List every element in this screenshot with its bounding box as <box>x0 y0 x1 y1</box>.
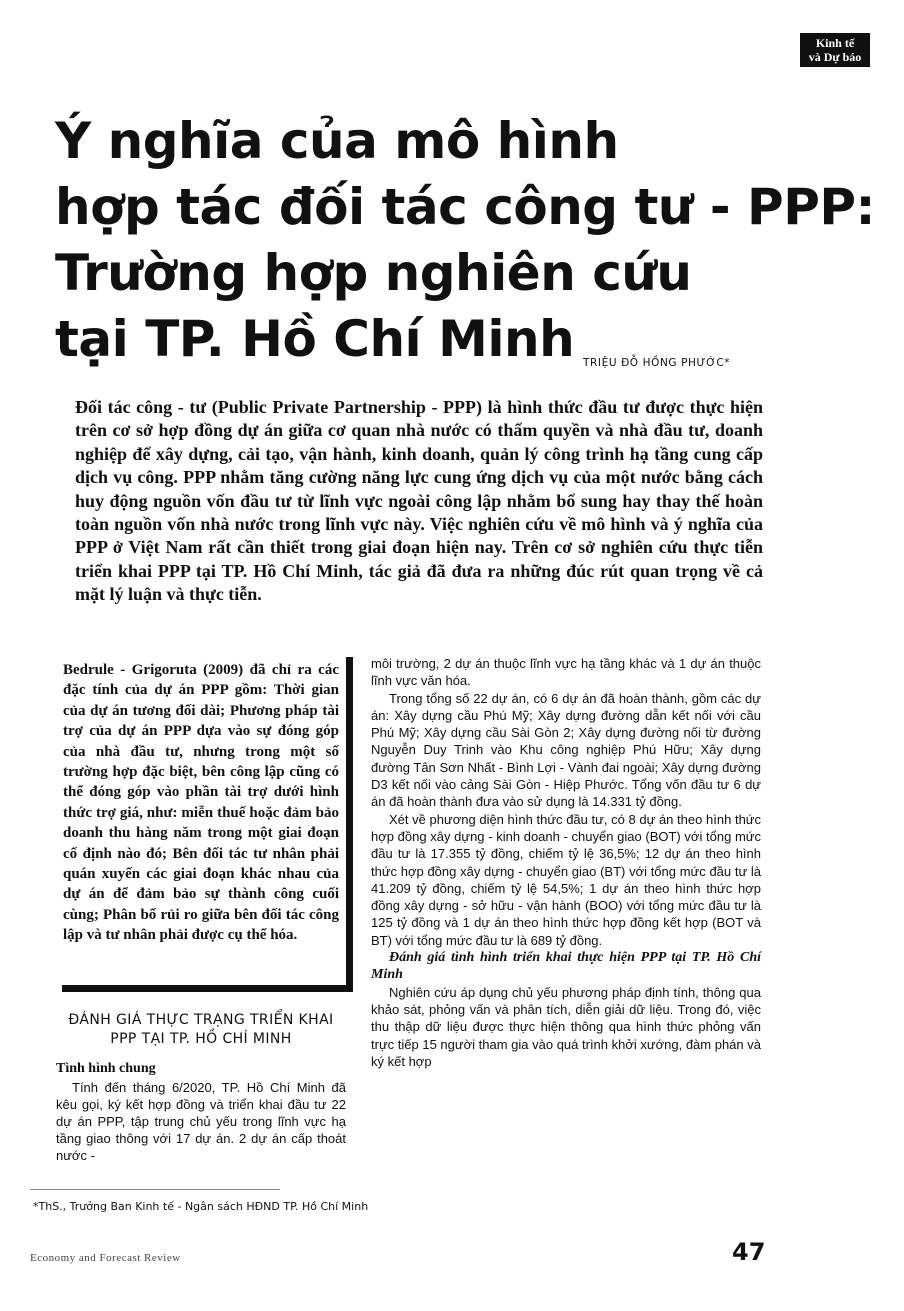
journal-name: Economy and Forecast Review <box>30 1252 181 1264</box>
author-name: TRIỆU ĐỖ HỒNG PHƯỚC* <box>583 357 731 369</box>
right-subheading: Đánh giá tình hình triển khai thực hiện PPP tại TP. Hồ Chí Minh <box>371 950 761 983</box>
title-line: Trường hợp nghiên cứu <box>55 244 692 302</box>
body-paragraph: Nghiên cứu áp dụng chủ yếu phương pháp định tính, thông qua khảo sát, phỏng vấn và phân tích, diễn giải dữ liệu. Trong đó, việc thu thập dữ liệu được thực hiện thông qua hình thức phỏng vấn trực tiếp 15 người tham gia vào quá trình khởi xướng, đàm phán và ký kết hợp <box>371 984 761 1069</box>
page-number: 47 <box>732 1238 766 1266</box>
journal-logo-line1: Kinh tế <box>815 36 855 50</box>
section-heading: ĐÁNH GIÁ THỰC TRẠNG TRIỂN KHAI PPP TẠI TP. HỒ CHÍ MINH <box>68 1012 334 1047</box>
callout-box-text: Bedrule - Grigoruta (2009) đã chỉ ra các đặc tính của dự án PPP gồm: Thời gian của dự án tương đối dài; Phương pháp tài trợ của dự án PPP dựa vào sự đóng góp của nhà đầu tư, nhưng trong một số trường hợp đặc biệt, bên công lập cũng có thể đóng góp vào phần tài trợ dưới hình thức trợ giá, như: miễn thuế hoặc đảm bảo doanh thu hàng năm trong một giai đoạn cố định nào đó; Bên đối tác tư nhân phải quán xuyến các giai đoạn khác nhau của dự án để đảm bảo sự thành công cuối cùng; Phân bổ rủi ro giữa bên đối tác công lập và tư nhân phải được cụ thể hóa. <box>63 662 339 944</box>
body-paragraph: môi trường, 2 dự án thuộc lĩnh vực hạ tầng khác và 1 dự án thuộc lĩnh vực văn hóa. <box>371 656 761 689</box>
title-line: Ý nghĩa của mô hình <box>55 112 619 170</box>
title-line: tại TP. Hồ Chí Minh <box>55 310 575 368</box>
subheading-general: Tình hình chung <box>56 1061 156 1076</box>
abstract: Đối tác công - tư (Public Private Partnership - PPP) là hình thức đầu tư được thực hiện trên cơ sở hợp đồng dự án giữa cơ quan nhà nước có thẩm quyền và nhà đầu tư, doanh nghiệp để xây dựng, cải tạo, vận hành, kinh doanh, quản lý công trình hạ tầng cung cấp dịch vụ công. PPP nhằm tăng cường năng lực cung ứng dịch vụ của một nước bằng cách huy động nguồn vốn đầu tư từ lĩnh vực ngoài công lập nhằm bổ sung hay thay thế hoàn toàn nguồn vốn nhà nước trong lĩnh vực này. Việc nghiên cứu về mô hình và ý nghĩa của PPP ở Việt Nam rất cần thiết trong giai đoạn hiện nay. Trên cơ sở nghiên cứu thực tiễn triển khai PPP tại TP. Hồ Chí Minh, tác giả đã đưa ra những đúc rút quan trọng về cả mặt lý luận và thực tiễn. <box>75 397 763 605</box>
title-line: hợp tác đối tác công tư - PPP: <box>55 178 875 236</box>
article-title <box>55 108 875 372</box>
body-paragraph: Xét về phương diện hình thức đầu tư, có 8 dự án theo hình thức hợp đồng xây dựng - kinh doanh - chuyển giao (BOT) với tổng mức đầu tư là 17.355 tỷ đồng, chiếm tỷ lệ 36,5%; 12 dự án theo hình thức hợp đồng xây dựng - chuyển giao (BT) với tổng mức đầu tư là 41.209 tỷ đồng, chiếm tỷ lệ 54,5%; 1 dự án theo hình thức hợp đồng xây dựng - sở hữu - vận hành (BOO) với tổng mức đầu tư là 125 tỷ đồng và 1 dự án theo hình thức hợp đồng kết hợp (BOT và BT) với tổng mức đầu tư là 689 tỷ đồng. <box>371 811 761 948</box>
journal-logo-line2: và Dự báo <box>808 50 862 64</box>
body-paragraph: Trong tổng số 22 dự án, có 6 dự án đã hoàn thành, gồm các dự án: Xây dựng cầu Phú Mỹ; Xây dựng đường dẫn kết nối với cầu Phú Mỹ; Xây dựng cầu Sài Gòn 2; Xây dựng đường nối từ đường Nguyễn Duy Trinh vào Khu công nghiệp Phú Hữu; Xây dựng đường Tân Sơn Nhất - Bình Lợi - Vành đai ngoài; Xây dựng đường D3 kết nối vào cảng Sài Gòn - Hiệp Phước. Tổng vốn đầu tư 6 dự án đã hoàn thành đưa vào sử dụng là 14.331 tỷ đồng. <box>371 690 761 810</box>
body-paragraph-left: Tính đến tháng 6/2020, TP. Hồ Chí Minh đã kêu gọi, ký kết hợp đồng và triển khai đầu tư 22 dự án PPP, tập trung chủ yếu trong lĩnh vực hạ tầng giao thông với 17 dự án. 2 dự án cấp thoát nước - <box>56 1080 346 1163</box>
right-column <box>371 655 761 1070</box>
footnote-divider <box>30 1189 280 1190</box>
footnote: *ThS., Trưởng Ban Kinh tế - Ngân sách HĐND TP. Hồ Chí Minh <box>33 1200 369 1213</box>
journal-logo <box>800 33 870 67</box>
